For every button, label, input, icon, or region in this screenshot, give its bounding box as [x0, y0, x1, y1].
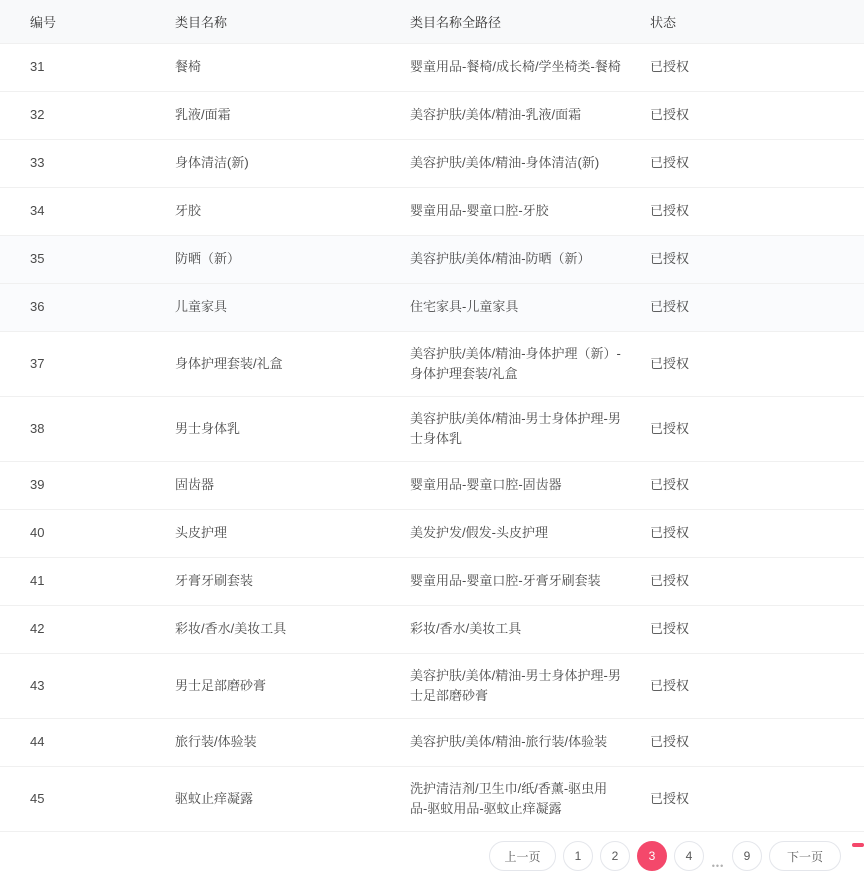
col-header-id: 编号 — [0, 0, 175, 43]
row-category-path: 美容护肤/美体/精油-身体清洁(新) — [410, 139, 650, 187]
row-status: 已授权 — [650, 283, 864, 331]
table-row — [0, 91, 864, 139]
row-category-name: 身体清洁(新) — [175, 139, 410, 187]
table-row — [0, 283, 864, 331]
table-row — [0, 718, 864, 766]
row-status: 已授权 — [650, 653, 864, 718]
row-category-name: 固齿器 — [175, 461, 410, 509]
table-row — [0, 605, 864, 653]
table-row — [0, 557, 864, 605]
table-row — [0, 187, 864, 235]
row-category-name: 防晒（新） — [175, 235, 410, 283]
row-category-path: 彩妆/香水/美妆工具 — [410, 605, 650, 653]
row-id: 43 — [0, 653, 175, 718]
row-status: 已授权 — [650, 605, 864, 653]
table-row — [0, 766, 864, 831]
row-category-path: 美容护肤/美体/精油-男士身体护理-男士身体乳 — [410, 396, 650, 461]
row-category-path: 美容护肤/美体/精油-身体护理（新）-身体护理套装/礼盒 — [410, 331, 650, 396]
row-category-path: 婴童用品-餐椅/成长椅/学坐椅类-餐椅 — [410, 43, 650, 91]
row-id: 34 — [0, 187, 175, 235]
table-row — [0, 331, 864, 396]
row-status: 已授权 — [650, 766, 864, 831]
table-row — [0, 461, 864, 509]
row-status: 已授权 — [650, 461, 864, 509]
row-category-name: 儿童家具 — [175, 283, 410, 331]
table-row — [0, 509, 864, 557]
row-id: 36 — [0, 283, 175, 331]
row-status: 已授权 — [650, 509, 864, 557]
row-status: 已授权 — [650, 43, 864, 91]
row-id: 38 — [0, 396, 175, 461]
table-header — [0, 0, 864, 43]
row-category-name: 旅行装/体验装 — [175, 718, 410, 766]
pagination — [489, 841, 841, 871]
row-id: 45 — [0, 766, 175, 831]
table-row — [0, 235, 864, 283]
row-category-name: 男士足部磨砂膏 — [175, 653, 410, 718]
row-status: 已授权 — [650, 139, 864, 187]
table-row — [0, 43, 864, 91]
row-category-name: 男士身体乳 — [175, 396, 410, 461]
row-status: 已授权 — [650, 235, 864, 283]
row-category-path: 美容护肤/美体/精油-男士身体护理-男士足部磨砂膏 — [410, 653, 650, 718]
row-category-path: 婴童用品-婴童口腔-牙胶 — [410, 187, 650, 235]
table-row — [0, 653, 864, 718]
row-status: 已授权 — [650, 331, 864, 396]
table-row — [0, 139, 864, 187]
row-category-name: 乳液/面霜 — [175, 91, 410, 139]
last-page-button[interactable]: 9 — [732, 841, 762, 871]
row-category-name: 餐椅 — [175, 43, 410, 91]
row-status: 已授权 — [650, 718, 864, 766]
row-category-path: 美容护肤/美体/精油-防晒（新） — [410, 235, 650, 283]
page-button-2[interactable]: 2 — [600, 841, 630, 871]
page-button-4[interactable]: 4 — [674, 841, 704, 871]
prev-page-button[interactable]: 上一页 — [489, 841, 556, 871]
row-id: 35 — [0, 235, 175, 283]
row-id: 41 — [0, 557, 175, 605]
row-status: 已授权 — [650, 187, 864, 235]
row-category-name: 头皮护理 — [175, 509, 410, 557]
row-status: 已授权 — [650, 91, 864, 139]
page-button-3[interactable]: 3 — [637, 841, 667, 871]
col-header-name: 类目名称 — [175, 0, 410, 43]
row-category-path: 美容护肤/美体/精油-乳液/面霜 — [410, 91, 650, 139]
row-id: 42 — [0, 605, 175, 653]
row-id: 39 — [0, 461, 175, 509]
row-category-path: 住宅家具-儿童家具 — [410, 283, 650, 331]
row-id: 44 — [0, 718, 175, 766]
pagination-ellipsis: ••• — [711, 861, 725, 871]
row-category-path: 婴童用品-婴童口腔-牙膏牙刷套装 — [410, 557, 650, 605]
table-body — [0, 43, 864, 831]
row-id: 37 — [0, 331, 175, 396]
row-category-name: 驱蚊止痒凝露 — [175, 766, 410, 831]
row-category-name: 身体护理套装/礼盒 — [175, 331, 410, 396]
row-status: 已授权 — [650, 557, 864, 605]
row-id: 32 — [0, 91, 175, 139]
table-row — [0, 396, 864, 461]
row-id: 33 — [0, 139, 175, 187]
row-category-name: 牙膏牙刷套装 — [175, 557, 410, 605]
col-header-status: 状态 — [650, 0, 864, 43]
row-category-name: 彩妆/香水/美妆工具 — [175, 605, 410, 653]
clipped-element-fragment — [852, 843, 864, 847]
row-category-path: 美容护肤/美体/精油-旅行装/体验装 — [410, 718, 650, 766]
row-status: 已授权 — [650, 396, 864, 461]
next-page-button[interactable]: 下一页 — [769, 841, 841, 871]
row-id: 40 — [0, 509, 175, 557]
row-category-path: 洗护清洁剂/卫生巾/纸/香薰-驱虫用品-驱蚊用品-驱蚊止痒凝露 — [410, 766, 650, 831]
row-category-path: 婴童用品-婴童口腔-固齿器 — [410, 461, 650, 509]
row-category-name: 牙胶 — [175, 187, 410, 235]
col-header-path: 类目名称全路径 — [410, 0, 650, 43]
page-button-1[interactable]: 1 — [563, 841, 593, 871]
row-category-path: 美发护发/假发-头皮护理 — [410, 509, 650, 557]
row-id: 31 — [0, 43, 175, 91]
table-header-row — [0, 0, 864, 43]
